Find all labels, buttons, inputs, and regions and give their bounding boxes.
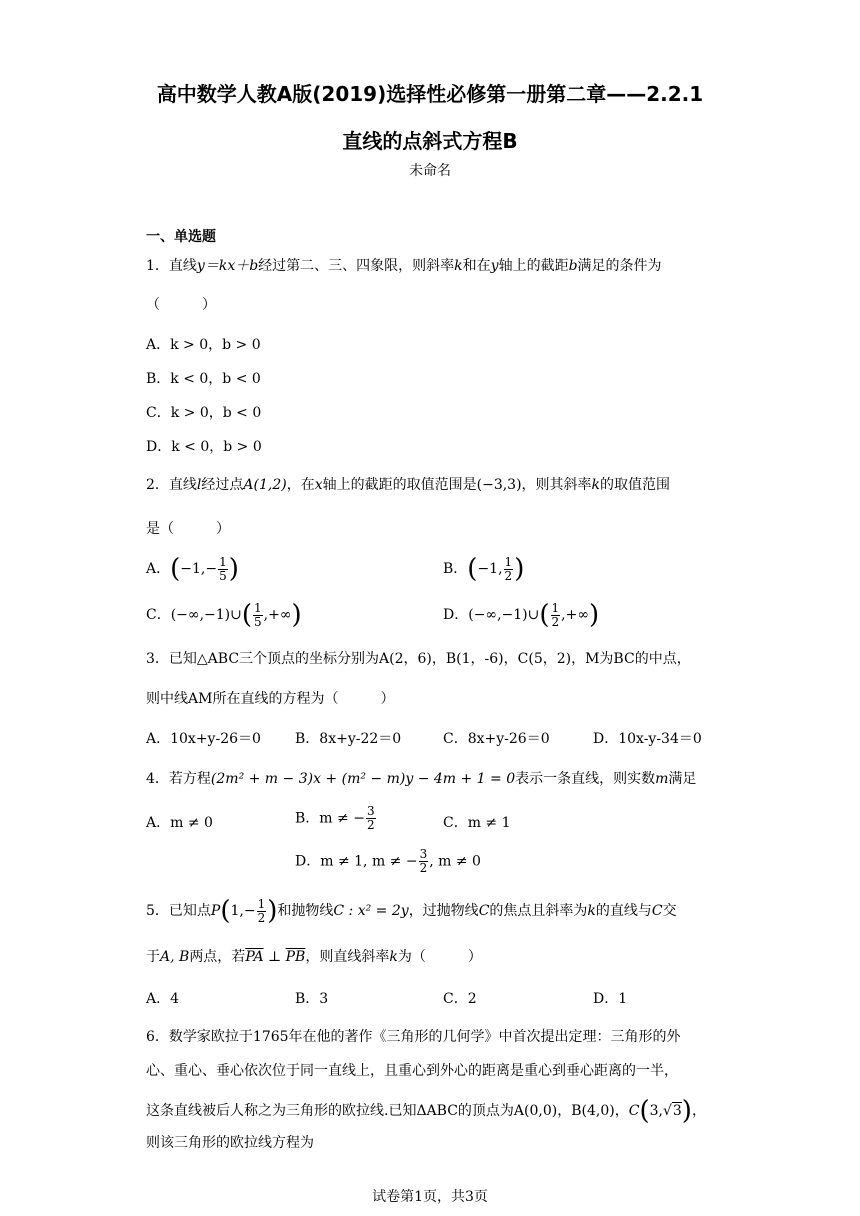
question-3-stem-continued: 则中线AM所在直线的方程为（ ）: [146, 691, 395, 707]
question-5-option-d: D．1: [593, 991, 628, 1007]
question-6-stem-line2: 心、重心、垂心依次位于同一直线上，且重心到外心的距离是重心到垂心距离的一半，: [146, 1063, 678, 1079]
question-1-stem: 1．直线y＝kx＋b经过第二、三、四象限，则斜率k和在y轴上的截距b满足的条件为: [146, 258, 662, 274]
document-title-line1: 高中数学人教A版(2019)选择性必修第一册第二章——2.2.1: [156, 82, 704, 106]
question-6-stem: 6．数学家欧拉于1765年在他的著作《三角形的几何学》中首次提出定理：三角形的外: [146, 1029, 681, 1045]
question-5-option-c: C．2: [443, 991, 477, 1007]
question-5-option-b: B．3: [295, 991, 329, 1007]
section-heading: 一、单选题: [146, 229, 216, 245]
question-4-option-a: A．m ≠ 0: [146, 815, 213, 831]
question-2-option-c: C．(−∞,−1)∪( $\frac{1}{5}$ ,+∞): [146, 600, 302, 630]
question-3-option-d: D．10x-y-34＝0: [593, 731, 702, 747]
author-name: 未命名: [409, 163, 451, 179]
question-5-stem: 5．已知点P(1,− $\frac{1}{2}$ )和抛物线C : x² = 2y，过抛物线C的焦点且斜率为k的直线与C交: [146, 896, 677, 926]
question-2-option-b: B．(−1, $\frac{1}{2}$ ): [443, 554, 525, 584]
question-5-option-a: A．4: [146, 991, 180, 1007]
question-2-stem: 2．直线l经过点A(1,2)，在x轴上的截距的取值范围是(−3,3)，则其斜率k的取值范围: [146, 477, 671, 493]
question-1-option-b: B．k < 0，b < 0: [146, 371, 261, 387]
question-2-stem-continued: 是（ ）: [146, 521, 230, 537]
question-3-stem: 3．已知△ABC三个顶点的坐标分别为A(2，6)，B(1，-6)，C(5，2)，M为BC的中点，: [146, 651, 691, 667]
question-4-option-c: C．m ≠ 1: [443, 815, 511, 831]
question-2-option-a: A．(−1,− $\frac{1}{5}$ ): [146, 554, 239, 584]
page-footer: 试卷第1页，共3页: [372, 1189, 488, 1205]
question-5-stem-continued: 于A, B两点，若$\overline{PA}$ ⊥ $\overline{PB}$，则直线斜率k为（ ）: [146, 949, 482, 965]
question-6-stem-line3: 这条直线被后人称之为三角形的欧拉线.已知ΔABC的顶点为A(0,0)，B(4,0)，C(3,√3)，: [146, 1096, 706, 1126]
question-1-option-a: A．k > 0，b > 0: [146, 337, 261, 353]
question-4-option-b: B．m ≠ − $\frac{3}{2}$: [295, 804, 375, 832]
document-title-line2: 直线的点斜式方程B: [342, 129, 518, 153]
question-4-stem: 4．若方程(2m² + m − 3)x + (m² − m)y − 4m + 1 = 0表示一条直线，则实数m满足: [146, 771, 697, 787]
question-3-option-b: B．8x+y-22＝0: [295, 731, 402, 747]
question-6-stem-line4: 则该三角形的欧拉线方程为: [146, 1135, 314, 1151]
question-2-option-d: D．(−∞,−1)∪( $\frac{1}{2}$ ,+∞): [443, 600, 600, 630]
question-4-option-d: D．m ≠ 1, m ≠ − $\frac{3}{2}$ , m ≠ 0: [295, 847, 481, 875]
question-3-option-c: C．8x+y-26＝0: [443, 731, 550, 747]
question-3-option-a: A．10x+y-26＝0: [146, 731, 261, 747]
question-1-option-c: C．k > 0，b < 0: [146, 405, 262, 421]
question-1-answer-paren: （ ）: [146, 297, 216, 313]
question-1-option-d: D．k < 0，b > 0: [146, 439, 262, 455]
